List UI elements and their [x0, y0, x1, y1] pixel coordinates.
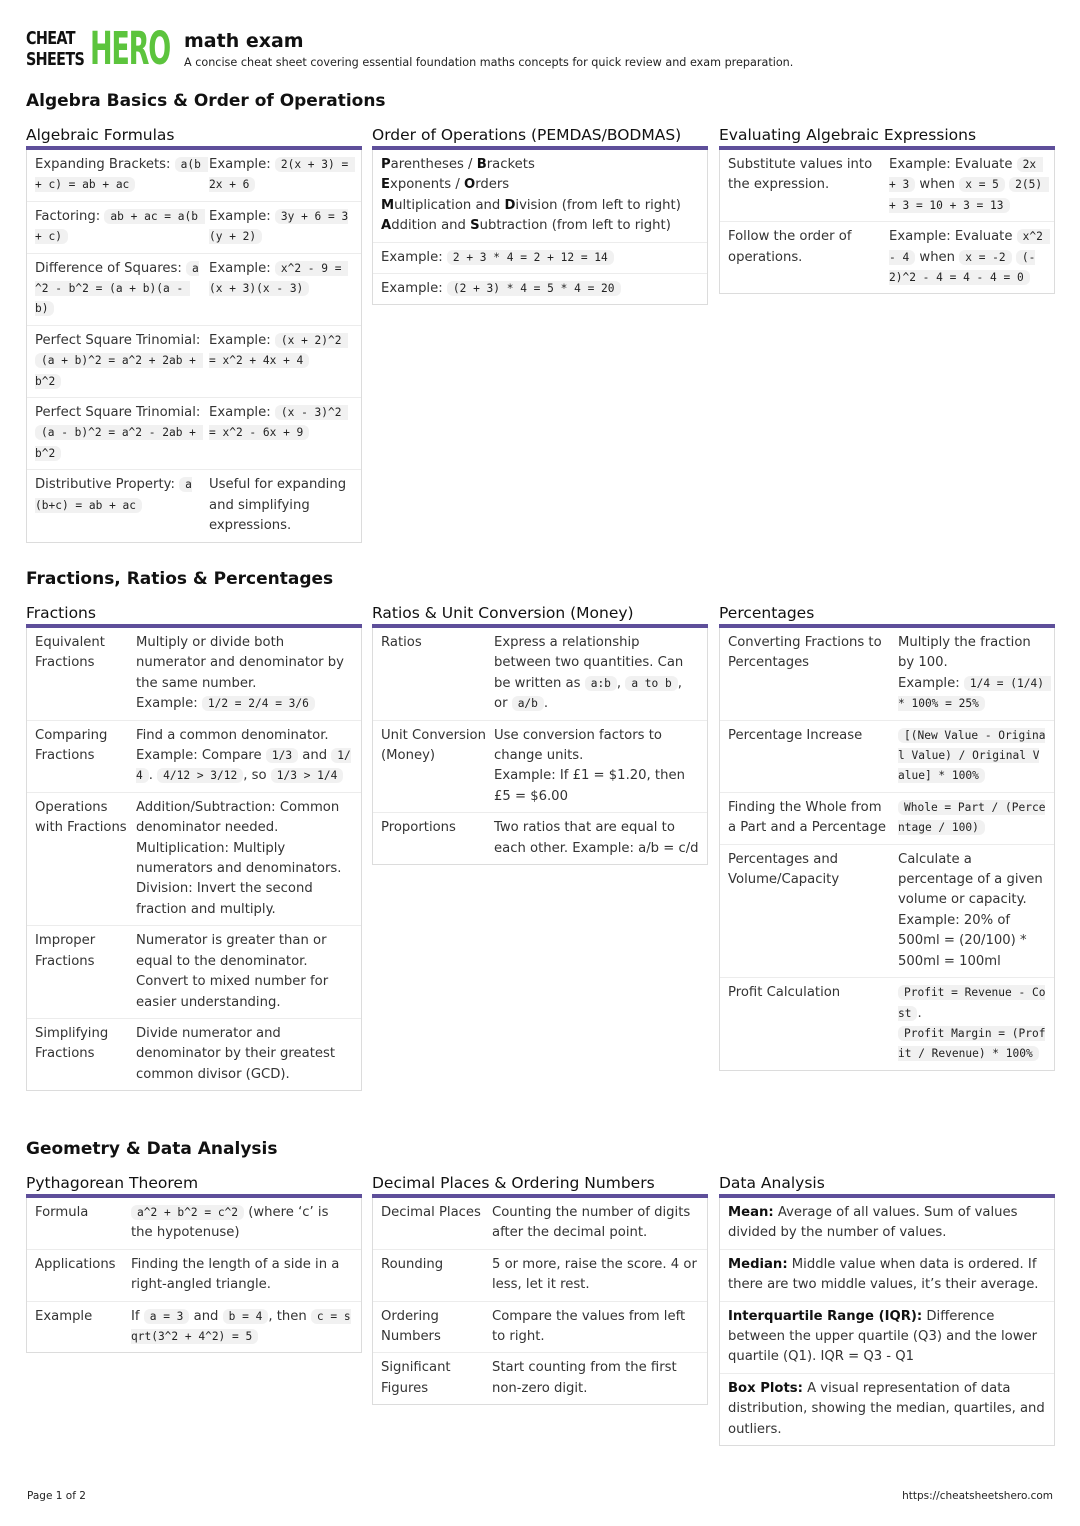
table-row	[27, 628, 361, 721]
text-run: Rounding	[381, 1256, 444, 1272]
text-run: when	[915, 177, 960, 193]
row-value	[889, 155, 1049, 216]
table-row	[27, 1302, 361, 1353]
code-snippet: Profit = Revenue - Cost	[898, 986, 1046, 1020]
table-row	[373, 1198, 707, 1250]
code-snippet: x^2 - 9 = (x + 3)(x - 3)	[209, 261, 349, 296]
row-label	[728, 227, 889, 288]
text-run: Profit Calculation	[728, 985, 841, 1001]
text-run: Finding the Whole from a Part and a Percentage	[728, 799, 886, 836]
card-algebraic-formulas	[26, 125, 362, 543]
text-run: If	[131, 1308, 144, 1324]
code-snippet: a/b	[512, 696, 544, 711]
table-row	[27, 254, 361, 326]
text-run: Difference of Squares:	[35, 260, 187, 276]
text-run: Counting the number of digits after the decimal point.	[492, 1205, 691, 1241]
text-run: Expanding Brackets:	[35, 157, 175, 172]
text-run: Multiplication: Multiply numerators and denominators.	[136, 840, 342, 877]
text-run: when	[915, 249, 960, 265]
table-row	[27, 1019, 361, 1090]
page-number: Page 1 of 2	[27, 1490, 86, 1502]
card-body	[26, 150, 362, 543]
table-row	[373, 1353, 707, 1404]
text-run: Percentages and Volume/Capacity	[728, 851, 840, 888]
code-snippet: Whole = Part / (Percentage / 100)	[898, 800, 1046, 835]
text-run: ubtraction (from left to right)	[479, 218, 671, 234]
text-run: Multiply the fraction by 100.	[898, 635, 1031, 671]
logo-line-1: CHEAT	[26, 29, 75, 49]
text-run: and	[298, 748, 332, 764]
table-row	[27, 326, 361, 398]
table-row	[373, 1250, 707, 1302]
row-label	[35, 475, 209, 536]
text-run: Simplifying Fractions	[35, 1025, 109, 1062]
text-run: Start counting from the first non-zero digit.	[492, 1360, 677, 1396]
row-value	[898, 798, 1046, 839]
row-label	[35, 207, 209, 248]
code-snippet: [(New Value - Original Value) / Original Value] * 100%	[898, 728, 1046, 783]
row-value	[898, 633, 1051, 715]
row-label	[381, 726, 494, 808]
row-value	[136, 931, 353, 1013]
text-run: Ordering Numbers	[381, 1308, 441, 1345]
row-value	[889, 227, 1050, 288]
text-run: , so	[243, 768, 271, 784]
row-value	[136, 1024, 353, 1085]
text-run: Middle value when data is ordered. If there are two middle values, it’s their average.	[728, 1256, 1039, 1293]
text-run: Perfect Square Trinomial:	[35, 332, 201, 348]
row-label	[35, 403, 209, 464]
row-label	[728, 850, 898, 972]
text-run: Two ratios that are equal to each other. Example: a/b = c/d	[494, 820, 699, 856]
table-row	[27, 1198, 361, 1250]
text-run: Example: Compare	[136, 748, 266, 764]
table-row	[720, 628, 1054, 721]
text-run: and	[189, 1308, 223, 1324]
row-label	[381, 633, 494, 715]
row-label	[35, 633, 136, 715]
page-description: A concise cheat sheet covering essential foundation maths concepts for quick review and exam preparation.	[184, 56, 794, 69]
code-snippet: 2x + 3	[889, 158, 1043, 192]
row-label	[728, 798, 898, 839]
table-row	[720, 222, 1054, 293]
code-snippet: 1/4 = (1/4) * 100% = 25%	[898, 676, 1051, 711]
code-snippet: (-2)^2 - 4 = 4 - 4 = 0	[889, 250, 1036, 285]
row-label	[381, 1255, 492, 1296]
card-title: Data Analysis	[719, 1173, 1055, 1198]
code-snippet: 2 + 3 * 4 = 2 + 12 = 14	[447, 250, 614, 265]
row-label	[35, 726, 136, 787]
row-value	[131, 1203, 353, 1244]
text-run: Example:	[209, 332, 275, 348]
text-run: rackets	[486, 157, 535, 172]
text-run: Example:	[209, 260, 275, 276]
row-label	[35, 931, 136, 1013]
row-value	[209, 403, 353, 464]
text-run: Example:	[209, 405, 275, 421]
cheatsheetshero-logo[interactable]	[26, 22, 172, 75]
card-title: Percentages	[719, 603, 1055, 628]
row-value	[898, 850, 1046, 972]
bold-term: O	[463, 177, 476, 193]
row-value	[209, 155, 353, 196]
row-label	[35, 1203, 131, 1244]
text-run: .	[543, 696, 549, 712]
table-row	[27, 470, 361, 541]
code-snippet: 3y + 6 = 3(y + 2)	[209, 209, 349, 244]
code-snippet: a^2 - b^2 = (a + b)(a - b)	[35, 261, 199, 316]
text-run: Example:	[209, 157, 275, 172]
row-value	[209, 331, 353, 392]
order-step	[381, 155, 699, 175]
bold-term: A	[381, 218, 392, 234]
code-snippet: (2 + 3) * 4 = 5 * 4 = 20	[447, 281, 621, 296]
row-label	[35, 259, 209, 320]
page-title: math exam	[184, 30, 304, 52]
code-snippet: a(b + c) = ab + ac	[35, 158, 208, 192]
code-snippet: a:b	[585, 676, 617, 691]
page-header	[26, 22, 1056, 75]
row-label	[381, 1358, 492, 1399]
bold-term: M	[381, 197, 395, 213]
bold-term: S	[470, 218, 480, 234]
code-snippet: x = -2	[959, 250, 1011, 265]
bold-term: E	[381, 177, 391, 193]
table-row	[27, 398, 361, 470]
text-run: Factoring:	[35, 208, 105, 224]
row-label	[381, 1203, 492, 1244]
text-run: Applications	[35, 1256, 116, 1272]
section-heading-geometry: Geometry & Data Analysis	[26, 1139, 278, 1159]
row-value	[492, 1203, 699, 1244]
text-run: (where ‘c’ is the hypotenuse)	[131, 1205, 329, 1241]
table-row	[373, 813, 707, 864]
text-run: Example:	[136, 696, 202, 712]
text-run: ,	[616, 675, 626, 691]
bold-term: D	[504, 197, 516, 213]
code-snippet: (a - b)^2 = a^2 - 2ab + b^2	[35, 426, 203, 460]
code-snippet: x = 5	[959, 177, 1005, 192]
text-run: Substitute values into the expression.	[728, 157, 873, 193]
card-title: Pythagorean Theorem	[26, 1173, 362, 1198]
text-run: Percentage Increase	[728, 727, 863, 743]
table-row	[720, 721, 1054, 793]
text-run: arentheses /	[390, 157, 477, 172]
text-run: Proportions	[381, 820, 456, 836]
order-step	[381, 216, 699, 236]
logo-hero: HERO	[90, 22, 170, 75]
text-run: Compare the values from left to right.	[492, 1308, 686, 1345]
text-run: Significant Figures	[381, 1360, 451, 1396]
text-run: Ratios	[381, 635, 422, 650]
table-row	[27, 721, 361, 793]
text-run: ddition and	[391, 218, 471, 234]
bold-term: P	[381, 157, 391, 172]
card-title: Decimal Places & Ordering Numbers	[372, 1173, 708, 1198]
text-run: Distributive Property:	[35, 477, 180, 493]
table-row	[373, 1302, 707, 1354]
table-row	[27, 793, 361, 926]
row-value	[136, 633, 353, 715]
code-snippet: 4/12 > 3/12	[157, 768, 243, 783]
order-step	[381, 196, 699, 216]
code-snippet: a(b+c) = ab + ac	[35, 478, 192, 512]
table-row	[720, 845, 1054, 978]
code-snippet: 1/3	[266, 748, 298, 763]
text-run: Equivalent Fractions	[35, 635, 105, 671]
code-snippet: b = 4	[223, 1309, 269, 1324]
text-run: Useful for expanding and simplifying expressions.	[209, 477, 347, 534]
text-run: Operations with Fractions	[35, 799, 127, 836]
code-snippet: 2(5) + 3 = 10 + 3 = 13	[889, 178, 1049, 212]
text-run: Find a common denominator.	[136, 727, 329, 743]
row-value	[209, 475, 353, 536]
text-run: Addition/Subtraction: Common denominator needed.	[136, 799, 340, 836]
text-run: Multiply or divide both numerator and denominator by the same number.	[136, 635, 344, 691]
text-run: Division: Invert the second fraction and multiply.	[136, 881, 313, 917]
text-run: Express a relationship between two quantities. Can be written as	[494, 635, 684, 691]
text-run: , then	[268, 1308, 311, 1324]
table-row	[720, 150, 1054, 222]
card-pythagorean-theorem	[26, 1173, 362, 1353]
bold-term: Mean:	[728, 1205, 774, 1220]
row-value	[898, 983, 1046, 1065]
text-run: Perfect Square Trinomial:	[35, 405, 201, 421]
card-percentages	[719, 603, 1055, 1071]
card-body	[719, 628, 1055, 1071]
row-value	[131, 1307, 353, 1348]
card-title: Fractions	[26, 603, 362, 628]
table-row	[373, 721, 707, 814]
card-title: Algebraic Formulas	[26, 125, 362, 150]
row-label	[35, 798, 136, 920]
text-run: Example:	[381, 281, 447, 297]
text-run: Example: If £1 = $1.20, then £5 = $6.00	[494, 768, 685, 804]
table-row	[27, 150, 361, 202]
row-value	[136, 726, 353, 787]
text-run: Calculate a percentage of a given volume or capacity.	[898, 851, 1043, 908]
table-row	[27, 202, 361, 254]
code-snippet: (x - 3)^2 = x^2 - 6x + 9	[209, 406, 349, 440]
code-snippet: (x + 2)^2 = x^2 + 4x + 4	[209, 333, 349, 368]
code-snippet: 1/3 > 1/4	[271, 768, 344, 783]
code-snippet: ab + ac = a(b + c)	[35, 209, 205, 244]
text-run: Example: Evaluate	[889, 229, 1017, 245]
table-row	[720, 978, 1054, 1070]
text-run: ivision (from left to right)	[515, 197, 681, 213]
text-run: Average of all values. Sum of values divided by the number of values.	[728, 1205, 1018, 1241]
text-run: Unit Conversion (Money)	[381, 727, 486, 764]
order-step	[381, 175, 699, 195]
text-run: Difference between the upper quartile (Q3) and the lower quartile (Q1). IQR = Q3 - Q1	[728, 1308, 1038, 1365]
table-row	[720, 793, 1054, 845]
card-body	[372, 1198, 708, 1405]
code-snippet: Profit Margin = (Profit / Revenue) * 100%	[898, 1026, 1046, 1061]
card-body	[372, 150, 708, 305]
section-heading-algebra: Algebra Basics & Order of Operations	[26, 91, 386, 111]
row-label	[381, 1307, 492, 1348]
text-run: Numerator is greater than or equal to the denominator. Convert to mixed number for easier understanding.	[136, 933, 329, 1010]
card-body	[719, 1198, 1055, 1446]
example-row	[373, 243, 707, 274]
footer-link[interactable]: https://cheatsheetshero.com	[902, 1490, 1053, 1502]
table-row	[373, 628, 707, 721]
card-ratios	[372, 603, 708, 865]
text-run: A visual representation of data distribution, showing the median, quartiles, and outliers.	[728, 1380, 1045, 1437]
card-body	[719, 150, 1055, 294]
card-body	[372, 628, 708, 865]
card-fractions	[26, 603, 362, 1091]
code-snippet: 1/4	[136, 749, 351, 783]
code-snippet: (a + b)^2 = a^2 + 2ab + b^2	[35, 354, 203, 388]
row-value	[492, 1255, 699, 1296]
row-label	[35, 1024, 136, 1085]
text-run: Use conversion factors to change units.	[494, 727, 662, 764]
row-label	[35, 155, 209, 196]
text-run: .	[148, 768, 158, 784]
text-run: 5 or more, raise the score. 4 or less, let it rest.	[492, 1256, 697, 1293]
text-run: xponents /	[390, 177, 464, 193]
card-decimal-places	[372, 1173, 708, 1405]
card-evaluating-expressions	[719, 125, 1055, 294]
row-label	[35, 1307, 131, 1348]
definition-row	[720, 1198, 1054, 1250]
text-run: Decimal Places	[381, 1205, 481, 1220]
code-snippet: x^2 - 4	[889, 230, 1050, 264]
row-value	[131, 1255, 353, 1296]
row-value	[494, 818, 699, 859]
code-snippet: 2(x + 3) = 2x + 6	[209, 158, 355, 192]
table-row	[27, 1250, 361, 1302]
row-value	[492, 1307, 699, 1348]
card-title: Evaluating Algebraic Expressions	[719, 125, 1055, 150]
row-label	[728, 633, 898, 715]
card-title: Ratios & Unit Conversion (Money)	[372, 603, 708, 628]
text-run: Comparing Fractions	[35, 727, 108, 764]
row-value	[209, 259, 353, 320]
card-body	[26, 1198, 362, 1353]
bold-term: Box Plots:	[728, 1380, 803, 1396]
bold-term: B	[476, 157, 487, 172]
card-data-analysis	[719, 1173, 1055, 1446]
example-row	[373, 274, 707, 304]
text-run: ultiplication and	[394, 197, 505, 213]
text-run: Example: Evaluate	[889, 157, 1017, 172]
code-snippet: 1/2 = 2/4 = 3/6	[202, 696, 315, 711]
row-value	[209, 207, 353, 248]
section-heading-fractions: Fractions, Ratios & Percentages	[26, 569, 334, 589]
order-list	[373, 150, 707, 243]
text-run: , or	[494, 675, 682, 712]
bold-term: Interquartile Range (IQR):	[728, 1308, 923, 1324]
text-run: Example	[35, 1308, 93, 1324]
definition-row	[720, 1374, 1054, 1445]
logo-line-2: SHEETS	[26, 50, 85, 70]
row-label	[728, 726, 898, 787]
code-snippet: c = sqrt(3^2 + 4^2) = 5	[131, 1309, 351, 1344]
row-label	[381, 818, 494, 859]
text-run: Example:	[898, 675, 964, 691]
bold-term: Median:	[728, 1256, 788, 1272]
code-snippet: a to b	[625, 676, 677, 691]
text-run: Improper Fractions	[35, 933, 96, 969]
row-value	[136, 798, 353, 920]
card-body	[26, 628, 362, 1091]
row-label	[728, 983, 898, 1065]
row-value	[898, 726, 1046, 787]
code-snippet: a = 3	[144, 1309, 190, 1324]
row-label	[35, 331, 209, 392]
text-run: Divide numerator and denominator by their greatest common divisor (GCD).	[136, 1025, 336, 1082]
text-run: rders	[475, 177, 510, 193]
text-run: Example:	[381, 249, 447, 265]
card-order-of-operations	[372, 125, 708, 305]
text-run: Example: 20% of 500ml = (20/100) * 500ml = 100ml	[898, 912, 1027, 969]
table-row	[27, 926, 361, 1019]
row-label	[35, 1255, 131, 1296]
row-label	[728, 155, 889, 216]
text-run: Finding the length of a side in a right-angled triangle.	[131, 1256, 340, 1293]
text-run: Formula	[35, 1205, 89, 1220]
definition-row	[720, 1302, 1054, 1374]
text-run: Follow the order of operations.	[728, 229, 852, 265]
text-run: .	[917, 1005, 922, 1021]
row-value	[494, 726, 699, 808]
text-run: Converting Fractions to Percentages	[728, 635, 882, 671]
row-value	[494, 633, 699, 715]
definition-row	[720, 1250, 1054, 1302]
text-run: Example:	[209, 208, 275, 224]
code-snippet: a^2 + b^2 = c^2	[131, 1205, 244, 1220]
card-title: Order of Operations (PEMDAS/BODMAS)	[372, 125, 708, 150]
row-value	[492, 1358, 699, 1399]
